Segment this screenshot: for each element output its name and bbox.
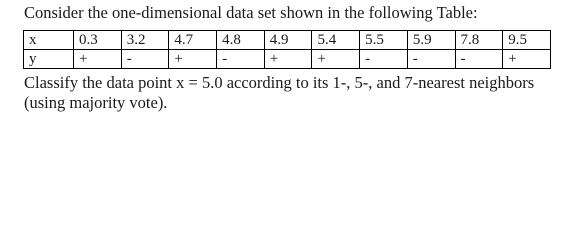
table-cell-y: -	[407, 50, 455, 69]
intro-text: Consider the one-dimensional data set shown in the following Table:	[24, 3, 478, 22]
table-cell-x: 4.7	[169, 31, 217, 50]
table-cell-y: -	[121, 50, 169, 69]
row-header-x: x	[24, 31, 74, 50]
table-row-x	[24, 31, 551, 50]
question-line-1: Classify the data point x = 5.0 according to its 1-, 5-, and 7-nearest neighbors	[24, 73, 535, 92]
table-row-y	[24, 50, 551, 69]
table-cell-x: 5.4	[312, 31, 360, 50]
table-cell-x: 5.9	[407, 31, 455, 50]
row-header-y: y	[24, 50, 74, 69]
question-line-2: (using majority vote).	[24, 92, 168, 112]
table-cell-x: 3.2	[121, 31, 169, 50]
table-cell-y: +	[169, 50, 217, 69]
data-table	[23, 30, 551, 69]
table-cell-y: -	[217, 50, 265, 69]
table-cell-x: 4.8	[217, 31, 265, 50]
table-cell-y: -	[360, 50, 408, 69]
table-cell-x: 9.5	[503, 31, 551, 50]
table-cell-y: +	[74, 50, 122, 69]
table-cell-y: +	[312, 50, 360, 69]
table-cell-x: 5.5	[360, 31, 408, 50]
table-cell-y: +	[503, 50, 551, 69]
question-text	[24, 73, 560, 112]
table-cell-x: 7.8	[455, 31, 503, 50]
table-cell-x: 0.3	[74, 31, 122, 50]
table-cell-x: 4.9	[264, 31, 312, 50]
table-cell-y: +	[264, 50, 312, 69]
table-cell-y: -	[455, 50, 503, 69]
